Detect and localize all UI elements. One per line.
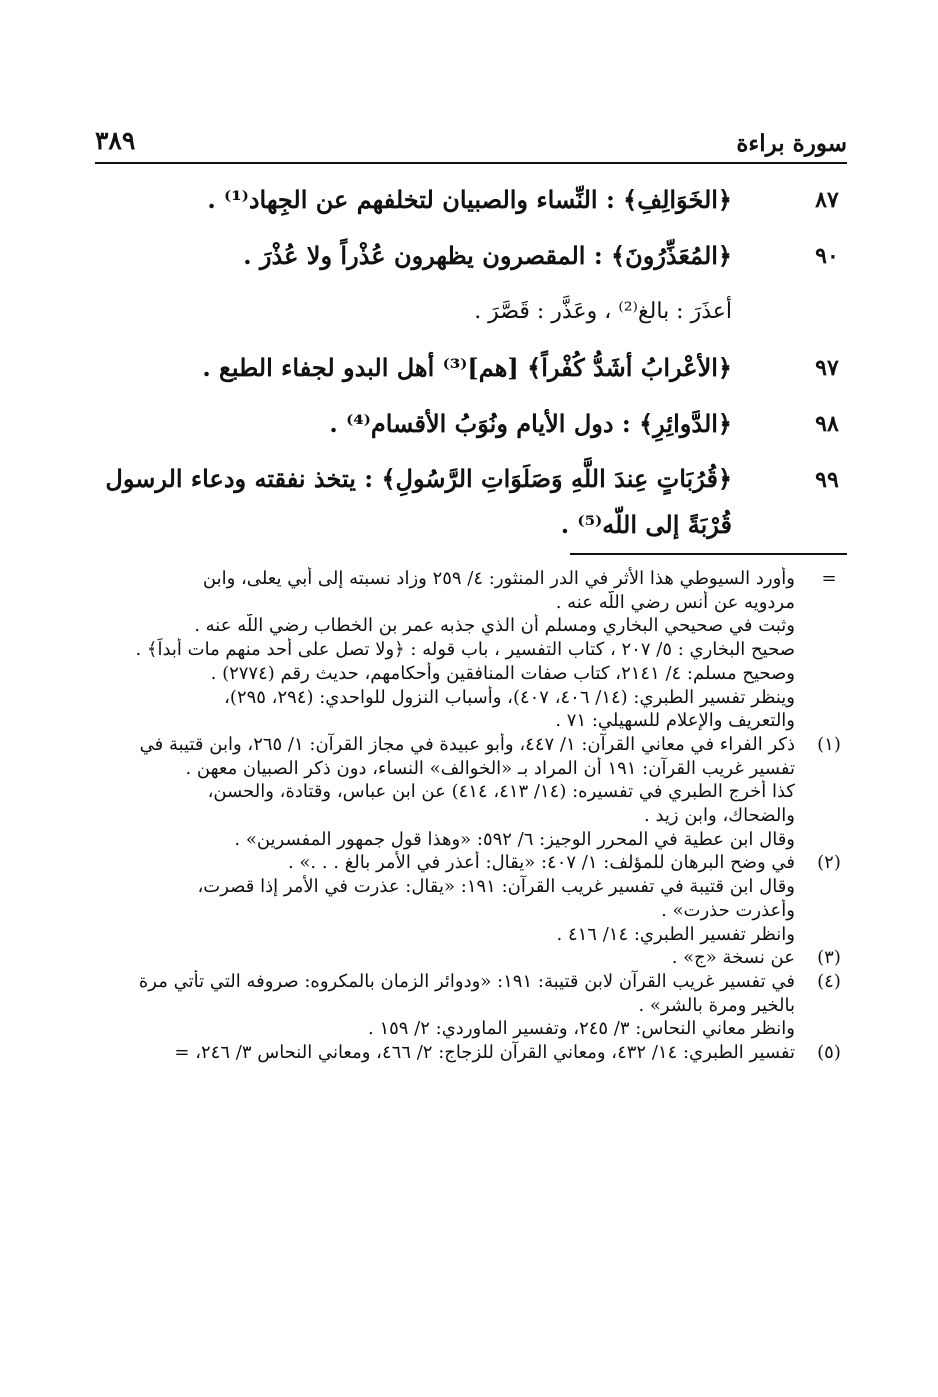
footnote-line: وقال ابن عطية في المحرر الوجيز: ٦/ ٥٩٢: «وهذا قول جمهور المفسرين» .	[234, 828, 795, 850]
footnote-line: تفسير غريب القرآن: ١٩١ أن المراد بـ «الخوالف» النساء، دون ذكر الصبيان معهن .	[185, 757, 795, 779]
verse-number: ٨٧	[815, 187, 839, 213]
footnote-marker: (٣)	[817, 947, 841, 969]
footnote	[95, 733, 847, 852]
footnote	[95, 1041, 847, 1065]
footnotes	[95, 567, 847, 1065]
verse-number: ٩٩	[815, 467, 839, 493]
footnote-separator	[570, 553, 847, 555]
entry-text: ﴿الدَّوائِرِ﴾ : دول الأيام ونُوَبُ الأقسام⁽⁴⁾ .	[329, 409, 732, 438]
footnote-line: وصحيح مسلم: ٤/ ٢١٤١، كتاب صفات المنافقين وأحكامهم، حديث رقم (٢٧٧٤) .	[210, 662, 795, 684]
surah-title: سورة براءة	[736, 130, 847, 157]
footnote-line: وانظر معاني النحاس: ٣/ ٢٤٥، وتفسير الماوردي: ٢/ ١٥٩ .	[367, 1018, 795, 1040]
glossary-entry	[95, 452, 847, 548]
footnote-line: في تفسير غريب القرآن لابن قتيبة: ١٩١: «ودوائر الزمان بالمكروه: صروفه التي تأتي مرة	[138, 970, 795, 992]
glossary-entry	[95, 340, 847, 396]
footnote-line: في وضح البرهان للمؤلف: ١/ ٤٠٧: «يقال: أعذر في الأمر بالغ . . .» .	[287, 852, 795, 874]
page-header	[95, 118, 847, 164]
footnote-marker: =	[821, 568, 837, 589]
footnote	[95, 970, 847, 1041]
footnote-line: كذا أخرج الطبري في تفسيره: (١٤/ ٤١٣، ٤١٤) عن ابن عباس، وقتادة، والحسن،	[207, 781, 795, 803]
footnote-line: وانظر تفسير الطبري: ١٤/ ٤١٦ .	[556, 923, 795, 945]
footnote-line: بالخير ومرة بالشر» .	[638, 994, 795, 1016]
glossary-entries	[95, 172, 847, 548]
verse-number: ٩٠	[815, 243, 839, 269]
footnote-marker: (١)	[817, 733, 841, 755]
entry-text: ﴿قُرُبَاتٍ عِندَ اللَّهِ وَصَلَوَاتِ الرَّسُولِ﴾ : يتخذ نفقته ودعاء الرسول قُرْبَةً إلى اللّه⁽⁵⁾ .	[105, 464, 732, 539]
footnote-line: وأعذرت حذرت» .	[661, 899, 795, 921]
footnote-line: مردويه عن أنس رضي اللّه عنه .	[555, 591, 795, 613]
footnote-line: والضحاك، وابن زيد .	[644, 805, 795, 827]
footnote	[95, 567, 847, 733]
glossary-entry	[95, 284, 847, 340]
entry-text: أعذَرَ : بالغ⁽²⁾ ، وعَذَّر : قَصَّرَ .	[474, 299, 732, 324]
footnote-line: ذكر الفراء في معاني القرآن: ١/ ٤٤٧، وأبو عبيدة في مجاز القرآن: ١/ ٢٦٥، وابن قتيبة في	[139, 733, 795, 755]
entry-text: ﴿المُعَذِّرُونَ﴾ : المقصرون يظهرون عُذْراً ولا عُذْرَ .	[243, 241, 732, 270]
footnote-line: وقال ابن قتيبة في تفسير غريب القرآن: ١٩١: «يقال: عذرت في الأمر إذا قصرت،	[197, 876, 795, 898]
footnote-line: وثبت في صحيحي البخاري ومسلم أن الذي جذبه عمر بن الخطاب رضي اللّه عنه .	[194, 615, 795, 637]
footnote	[95, 851, 847, 946]
entry-text: ﴿الخَوَالِفِ﴾ : النِّساء والصبيان لتخلفهم عن الجِهاد⁽¹⁾ .	[207, 185, 732, 214]
footnote-marker: (٢)	[817, 852, 841, 874]
footnote-marker: (٤)	[817, 970, 841, 992]
footnote-line: وينظر تفسير الطبري: (١٤/ ٤٠٦، ٤٠٧)، وأسباب النزول للواحدي: (٢٩٤، ٢٩٥)،	[224, 686, 795, 708]
entry-text: ﴿الأعْرابُ أشَدُّ كُفْراً﴾ [هم]⁽³⁾ أهل البدو لجفاء الطبع .	[202, 353, 732, 382]
verse-number: ٩٧	[815, 355, 839, 381]
footnote-line: والتعريف والإعلام للسهيلي: ٧١ .	[555, 710, 795, 732]
glossary-entry	[95, 396, 847, 452]
footnote-marker: (٥)	[817, 1042, 841, 1064]
verse-number: ٩٨	[815, 411, 839, 437]
footnote-line: تفسير الطبري: ١٤/ ٤٣٢، ومعاني القرآن للزجاج: ٢/ ٤٦٦، ومعاني النحاس ٣/ ٢٤٦، =	[174, 1042, 795, 1064]
footnote-line: عن نسخة «ج» .	[671, 947, 795, 969]
footnote-line: وأورد السيوطي هذا الأثر في الدر المنثور: ٤/ ٢٥٩ وزاد نسبته إلى أبي يعلى، وابن	[202, 568, 795, 589]
footnote-line: صحيح البخاري : ٥/ ٢٠٧ ، كتاب التفسير ، باب قوله : ﴿ولا تصل على أحد منهم مات أبداً﴾ .	[135, 639, 795, 661]
glossary-entry	[95, 228, 847, 284]
glossary-entry	[95, 172, 847, 228]
page-number: ٣٨٩	[95, 126, 136, 155]
footnote	[95, 946, 847, 970]
